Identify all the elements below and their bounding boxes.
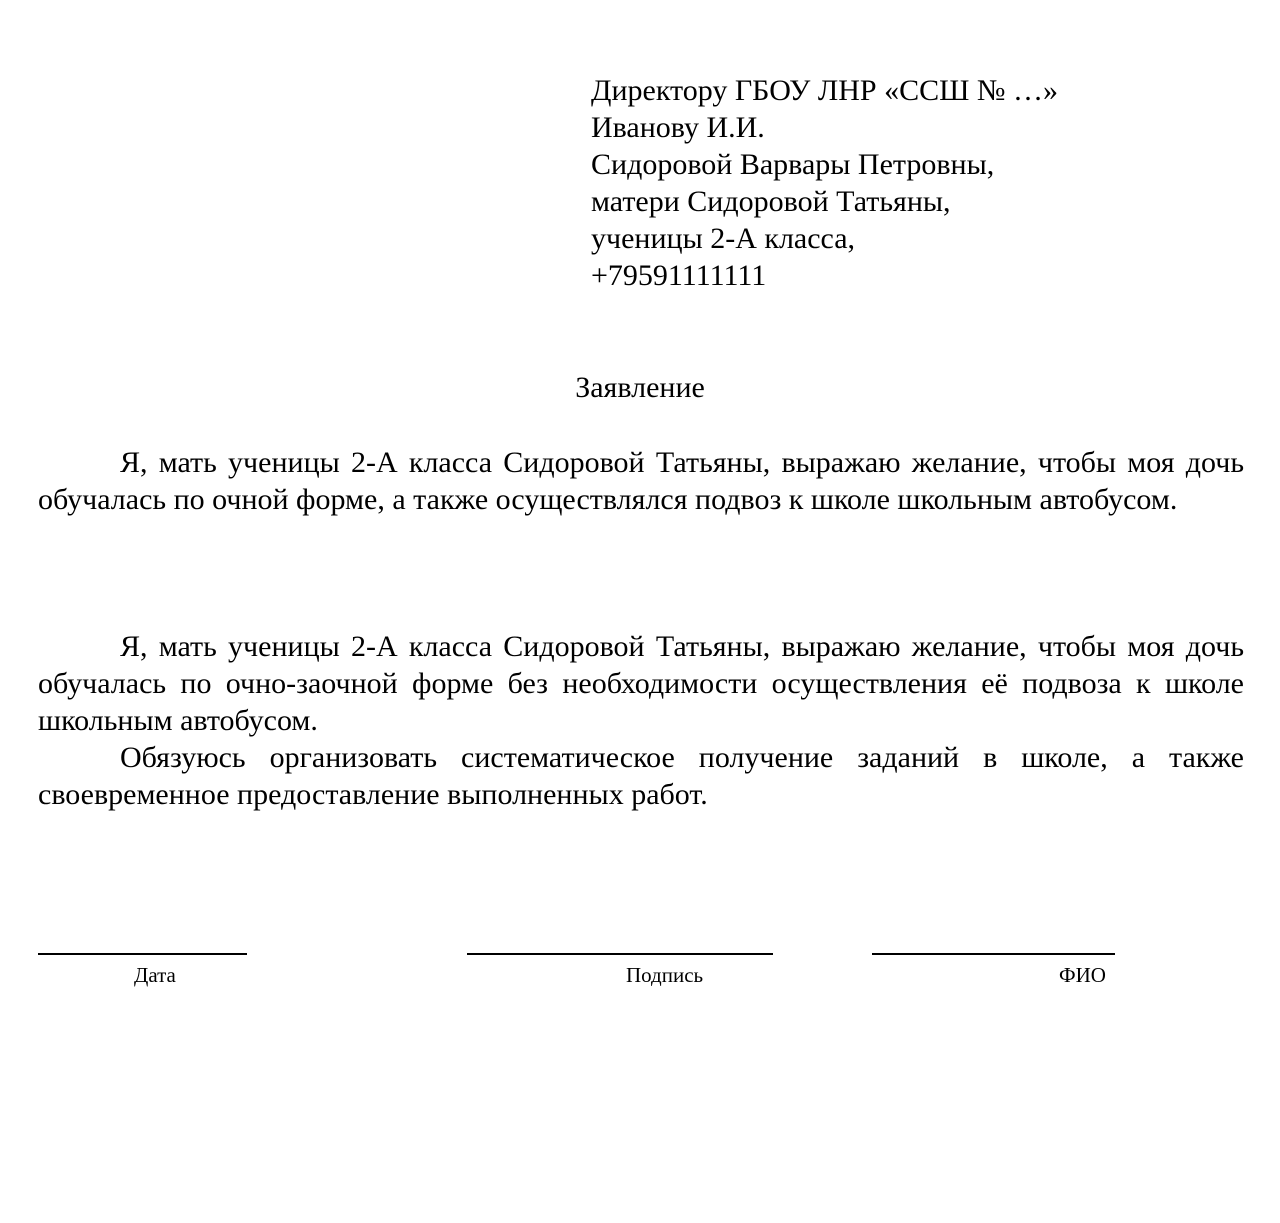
signature-line [467,953,773,955]
addressee-line-class: ученицы 2-А класса, [591,222,856,255]
date-line [38,953,247,955]
addressee-line-director: Директору ГБОУ ЛНР «ССШ № …» [591,74,1059,107]
paragraph-part-time: Я, мать ученицы 2-А класса Сидоровой Татьяны, выражаю желание, чтобы моя дочь обучалась по очно-заочной форме без необходимости осуществления её подвоза к школе школьным автобусом. [38,630,1244,737]
addressee-line-applicant: Сидоровой Варвары Петровны, [591,148,995,181]
addressee-line-relation: матери Сидоровой Татьяны, [591,185,951,218]
document-title: Заявление [575,371,705,404]
name-line [872,953,1115,955]
addressee-line-phone: +79591111111 [591,259,767,292]
date-label: Дата [134,963,176,987]
addressee-block [591,72,1251,294]
signature-label: Подпись [626,963,704,987]
addressee-line-director-name: Иванову И.И. [591,111,765,144]
name-label: ФИО [1059,963,1106,987]
paragraph-obligation: Обязуюсь организовать систематическое получение заданий в школе, а также своевременное предоставление выполненных работ. [38,741,1244,811]
paragraph-full-time: Я, мать ученицы 2-А класса Сидоровой Татьяны, выражаю желание, чтобы моя дочь обучалась по очной форме, а также осуществлялся подвоз к школе школьным автобусом. [38,446,1244,516]
